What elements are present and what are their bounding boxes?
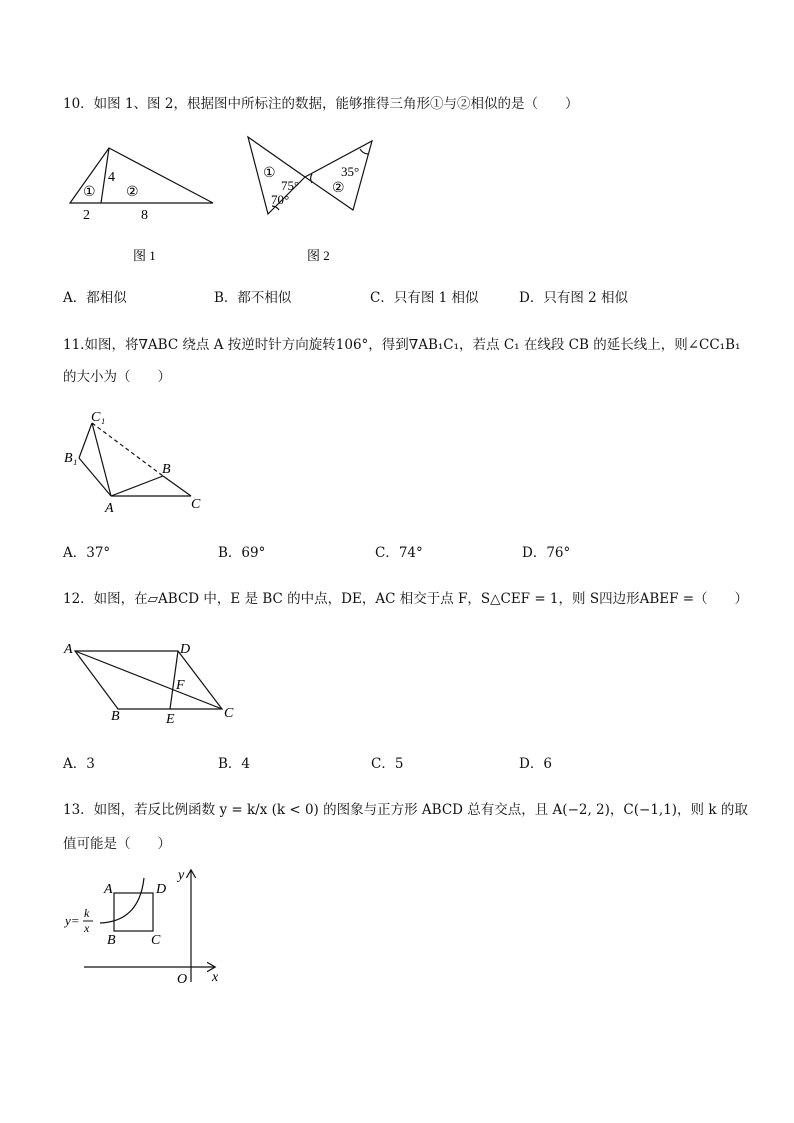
- fig1-side-4: 4: [108, 170, 115, 185]
- q13-label-d: D: [156, 882, 167, 897]
- q12-stem: 12．如图，在▱ABCD 中，E 是 BC 的中点，DE，AC 相交于点 F，S△CEF = 1，则 S四边形ABEF =（ ）: [63, 591, 749, 607]
- q11-label-a: A: [105, 501, 114, 516]
- q13-label-a: A: [104, 882, 113, 897]
- fig1-seg-2: 2: [83, 208, 90, 223]
- q11-stem-line1: 11.如图，将∇ABC 绕点 A 按逆时针方向旋转106°，得到∇AB₁C₁，若点 C₁ 在线段 CB 的延长线上，则∠CC₁B₁: [63, 337, 741, 353]
- q11-option-c[interactable]: C．74°: [375, 545, 423, 561]
- q10-option-b[interactable]: B．都不相似: [214, 290, 292, 306]
- q11-stem-line2: 的大小为（ ）: [63, 369, 171, 385]
- q11-option-d[interactable]: D．76°: [522, 545, 571, 561]
- fig1-caption: 图 1: [133, 248, 156, 263]
- q13-stem-line1: 13．如图，若反比例函数 y = k/x (k < 0) 的图象与正方形 ABCD 总有交点，且 A(−2, 2)，C(−1,1)，则 k 的取: [63, 802, 748, 818]
- q11-label-c: C: [191, 497, 201, 512]
- q11-option-a[interactable]: A．37°: [63, 545, 111, 561]
- q10-stem: 10．如图 1、图 2，根据图中所标注的数据，能够推得三角形①与②相似的是（ ）: [63, 96, 579, 112]
- q13-label-c: C: [151, 933, 161, 948]
- fig2-angle-70: 70°: [271, 192, 290, 207]
- q13-label-y: y: [178, 868, 185, 883]
- q12-option-a[interactable]: A．3: [63, 756, 95, 772]
- q12-option-b[interactable]: B．4: [218, 756, 251, 772]
- fig1-label-2: ②: [126, 185, 139, 200]
- q11-option-b[interactable]: B．69°: [218, 545, 266, 561]
- q10-option-a[interactable]: A．都相似: [63, 290, 127, 306]
- fig1-seg-8: 8: [141, 208, 148, 223]
- q11-label-b1: B₁: [64, 451, 78, 466]
- q13-stem-line2: 值可能是（ ）: [63, 836, 171, 852]
- q12-label-c: C: [224, 706, 234, 721]
- q13-label-x: x: [212, 970, 219, 985]
- q13-label-b: B: [107, 933, 116, 948]
- q13-square: [114, 893, 153, 931]
- q12-option-c[interactable]: C．5: [371, 756, 404, 772]
- q13-label-o: O: [177, 972, 188, 987]
- fig2-caption: 图 2: [307, 248, 330, 263]
- fig2-angle-35: 35°: [341, 164, 360, 179]
- q13-func-den: x: [84, 921, 90, 935]
- q11-label-b: B: [162, 462, 171, 477]
- q12-label-d: D: [180, 642, 191, 657]
- q13-func-num: k: [84, 906, 90, 920]
- q10-option-d[interactable]: D．只有图 2 相似: [519, 290, 628, 306]
- q13-func-lhs: y=: [65, 913, 80, 928]
- q12-label-e: E: [166, 712, 175, 727]
- q12-label-b: B: [111, 709, 120, 724]
- q11-label-c1: C₁: [91, 410, 106, 425]
- fig2-label-2: ②: [332, 181, 345, 196]
- q12-label-a: A: [64, 642, 73, 657]
- q10-option-c[interactable]: C．只有图 1 相似: [370, 290, 479, 306]
- fig2-label-1: ①: [263, 166, 276, 181]
- fig1-label-1: ①: [83, 185, 96, 200]
- q12-option-d[interactable]: D．6: [519, 756, 552, 772]
- fig2-angle-75: 75°: [281, 178, 300, 193]
- q12-label-f: F: [176, 678, 185, 693]
